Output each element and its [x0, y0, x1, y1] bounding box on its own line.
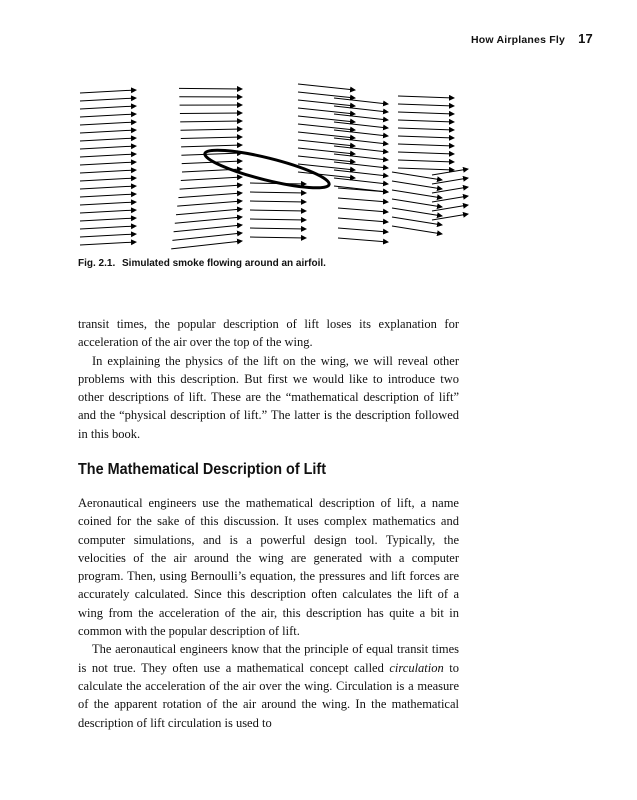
smoke-streak: [334, 154, 388, 160]
smoke-streak: [398, 136, 454, 138]
smoke-streak: [298, 132, 355, 138]
smoke-streak: [334, 162, 388, 168]
smoke-streak: [181, 153, 242, 155]
smoke-streak: [338, 188, 388, 192]
smoke-streak: [80, 194, 136, 197]
smoke-streak: [80, 242, 136, 245]
smoke-streak: [398, 96, 454, 98]
body-text-bottom: [78, 494, 459, 732]
airfoil-shape: [202, 143, 332, 195]
paragraph: transit times, the popular description of lift loses its explanation for acceleration of the air over the top of the wing.: [78, 317, 459, 350]
smoke-streak: [80, 178, 136, 181]
smoke-streak: [338, 238, 388, 242]
smoke-streak: [392, 208, 442, 216]
smoke-streak: [398, 160, 454, 162]
smoke-streak: [338, 198, 388, 202]
smoke-streak: [250, 237, 306, 238]
smoke-streak: [298, 124, 355, 130]
term-circulation: circulation: [389, 660, 444, 675]
smoke-streak: [392, 199, 442, 207]
smoke-streak: [398, 128, 454, 130]
smoke-streak: [298, 92, 355, 98]
smoke-streak: [80, 130, 136, 133]
smoke-streak: [298, 148, 355, 154]
paragraph: [78, 640, 459, 731]
smoke-streak: [80, 154, 136, 157]
paragraph-text: to calculate the acceleration of the air over the wing. Circulation is a measure of the apparent rotation of the air around the wing. In the mathematical description of lift circulation is used to: [78, 660, 459, 730]
paragraph: Aeronautical engineers use the mathematical description of lift, a name coined for the sake of this discussion. It uses complex mathematics and computer simulations, and is a powerful design tool. Typically, the velocities of the air around the wing are generated with a computer program. Then, using Bernoulli’s equation, the pressures and lift forces are accurately calculated. Since this description often calculates the lift of a wing from the acceleration of the air, this description has quite a bit in common with the popular description of lift.: [78, 496, 459, 639]
smoke-streak: [334, 138, 388, 144]
smoke-streak: [80, 98, 136, 101]
smoke-streak: [338, 228, 388, 232]
figure-caption: [78, 258, 326, 269]
smoke-flow-figure: [70, 78, 470, 253]
body-text-top: [78, 315, 459, 443]
smoke-streak: [80, 122, 136, 125]
smoke-streak: [392, 172, 442, 180]
smoke-streak: [181, 177, 242, 181]
smoke-streak: [80, 138, 136, 141]
smoke-streak: [392, 190, 442, 198]
smoke-streak: [80, 218, 136, 221]
smoke-streak: [250, 192, 306, 193]
smoke-streak: [398, 152, 454, 154]
smoke-streak: [250, 228, 306, 229]
smoke-streak: [298, 100, 355, 106]
smoke-streak: [334, 114, 388, 120]
smoke-streak: [392, 226, 442, 234]
figure-caption-text: Simulated smoke flowing around an airfoil.: [122, 258, 326, 269]
smoke-streak: [177, 201, 242, 206]
smoke-streak: [392, 181, 442, 189]
smoke-streak: [250, 210, 306, 211]
smoke-streak: [176, 209, 242, 215]
smoke-streak: [398, 120, 454, 122]
smoke-streak: [171, 241, 242, 249]
smoke-streak: [80, 162, 136, 165]
smoke-streak: [334, 178, 388, 184]
smoke-streak: [298, 172, 355, 178]
smoke-streak: [80, 202, 136, 205]
smoke-streak: [80, 210, 136, 213]
smoke-streak: [80, 186, 136, 189]
smoke-streak: [80, 170, 136, 173]
section-heading: The Mathematical Description of Lift: [78, 461, 327, 478]
smoke-streak: [298, 84, 355, 90]
smoke-streak: [178, 193, 242, 198]
smoke-streak: [298, 116, 355, 122]
smoke-streak: [179, 88, 242, 89]
running-head: [471, 31, 593, 46]
smoke-streak: [80, 234, 136, 237]
smoke-streak: [181, 129, 243, 130]
smoke-streak: [334, 146, 388, 152]
smoke-streak: [80, 226, 136, 229]
smoke-streak: [174, 225, 242, 232]
smoke-streak: [80, 146, 136, 149]
smoke-streak: [334, 122, 388, 128]
smoke-streak: [398, 144, 454, 146]
smoke-streak: [334, 130, 388, 136]
smoke-streak: [334, 106, 388, 112]
smoke-streak: [80, 106, 136, 109]
smoke-streak: [181, 137, 242, 139]
smoke-streak: [180, 121, 242, 122]
smoke-streak: [334, 98, 388, 104]
smoke-streak: [398, 104, 454, 106]
smoke-streak: [250, 201, 306, 202]
smoke-streak: [392, 217, 442, 225]
smoke-streak: [398, 168, 454, 170]
running-title: How Airplanes Fly: [470, 34, 565, 46]
paragraph-text: The aeronautical engineers know that the principle of equal transit times is not true. They often use a mathematical concept called: [78, 642, 459, 675]
smoke-streak: [298, 108, 355, 114]
smoke-streak: [181, 145, 242, 147]
smoke-streak: [334, 170, 388, 176]
smoke-streak: [80, 90, 136, 93]
smoke-streak: [298, 140, 355, 146]
smoke-streak: [398, 112, 454, 114]
smoke-streak: [298, 156, 355, 162]
page-number: 17: [578, 31, 593, 46]
smoke-streak: [175, 217, 242, 223]
smoke-streak: [80, 114, 136, 117]
smoke-streak: [180, 185, 242, 189]
smoke-streak: [338, 218, 388, 222]
paragraph: In explaining the physics of the lift on the wing, we will reveal other problems with this description. But first we would like to introduce two other descriptions of lift. These are the “mathematical description of lift” and the “physical description of lift.” The latter is the description followed in this book.: [78, 353, 459, 441]
smoke-streak: [338, 208, 388, 212]
smoke-streak: [250, 219, 306, 220]
smoke-streak: [172, 233, 242, 240]
figure-label: Fig. 2.1.: [78, 258, 116, 269]
